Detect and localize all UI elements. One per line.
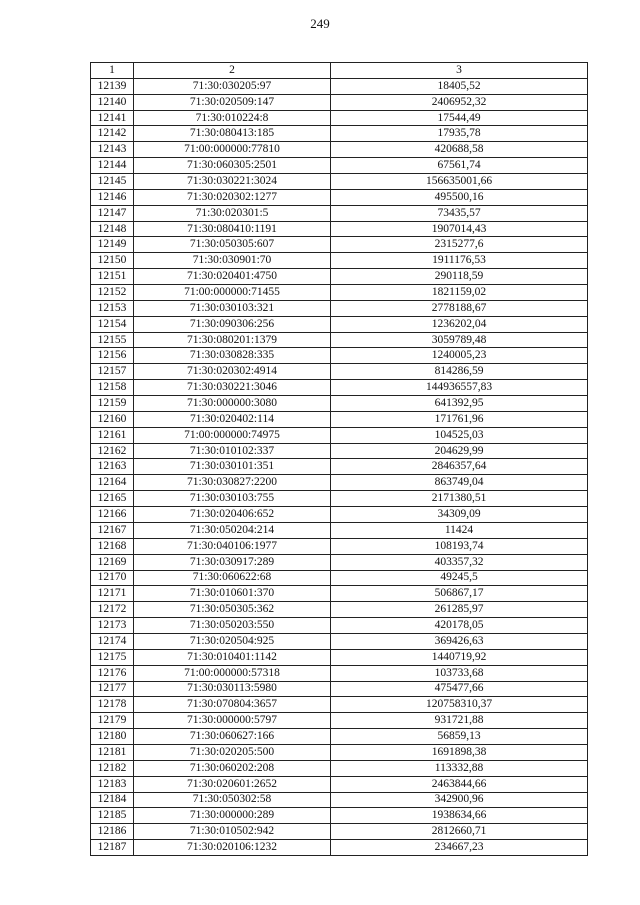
cadastral-number-cell: 71:30:080410:1191 [134, 221, 331, 237]
value-cell: 2171380,51 [331, 491, 588, 507]
table-row [91, 396, 588, 412]
value-cell: 1911176,53 [331, 253, 588, 269]
row-number-cell: 12176 [91, 665, 134, 681]
row-number-cell: 12170 [91, 570, 134, 586]
table-row [91, 269, 588, 285]
cadastral-number-cell: 71:30:050302:58 [134, 792, 331, 808]
table-row [91, 586, 588, 602]
cadastral-number-cell: 71:30:060627:166 [134, 729, 331, 745]
table-row [91, 681, 588, 697]
table-row [91, 744, 588, 760]
table-row [91, 174, 588, 190]
cadastral-number-cell: 71:30:010601:370 [134, 586, 331, 602]
value-cell: 204629,99 [331, 443, 588, 459]
row-number-cell: 12172 [91, 602, 134, 618]
table-row [91, 649, 588, 665]
cadastral-number-cell: 71:30:030827:2200 [134, 475, 331, 491]
value-cell: 1907014,43 [331, 221, 588, 237]
value-cell: 2315277,6 [331, 237, 588, 253]
row-number-cell: 12175 [91, 649, 134, 665]
row-number-cell: 12164 [91, 475, 134, 491]
table-row [91, 554, 588, 570]
table-row [91, 158, 588, 174]
row-number-cell: 12184 [91, 792, 134, 808]
row-number-cell: 12154 [91, 316, 134, 332]
value-cell: 814286,59 [331, 364, 588, 380]
row-number-cell: 12177 [91, 681, 134, 697]
cadastral-number-cell: 71:30:020509:147 [134, 94, 331, 110]
cadastral-number-cell: 71:30:040106:1977 [134, 538, 331, 554]
table-row [91, 126, 588, 142]
cadastral-number-cell: 71:30:010102:337 [134, 443, 331, 459]
value-cell: 49245,5 [331, 570, 588, 586]
value-cell: 2846357,64 [331, 459, 588, 475]
row-number-cell: 12173 [91, 618, 134, 634]
table-row [91, 713, 588, 729]
table-row [91, 522, 588, 538]
column-header-1: 1 [91, 63, 134, 79]
cadastral-number-cell: 71:30:030113:5980 [134, 681, 331, 697]
cadastral-number-cell: 71:30:030221:3024 [134, 174, 331, 190]
table-row [91, 285, 588, 301]
row-number-cell: 12157 [91, 364, 134, 380]
value-cell: 420688,58 [331, 142, 588, 158]
row-number-cell: 12150 [91, 253, 134, 269]
row-number-cell: 12145 [91, 174, 134, 190]
table-row [91, 316, 588, 332]
row-number-cell: 12178 [91, 697, 134, 713]
row-number-cell: 12174 [91, 633, 134, 649]
cadastral-number-cell: 71:30:090306:256 [134, 316, 331, 332]
data-table [90, 62, 588, 856]
cadastral-number-cell: 71:30:080201:1379 [134, 332, 331, 348]
row-number-cell: 12147 [91, 205, 134, 221]
value-cell: 342900,96 [331, 792, 588, 808]
cadastral-number-cell: 71:30:020402:114 [134, 411, 331, 427]
value-cell: 144936557,83 [331, 380, 588, 396]
value-cell: 2778188,67 [331, 300, 588, 316]
table-row [91, 142, 588, 158]
table-row [91, 697, 588, 713]
value-cell: 56859,13 [331, 729, 588, 745]
cadastral-number-cell: 71:30:050204:214 [134, 522, 331, 538]
cadastral-number-cell: 71:30:000000:3080 [134, 396, 331, 412]
row-number-cell: 12149 [91, 237, 134, 253]
table-row [91, 443, 588, 459]
table-row [91, 491, 588, 507]
value-cell: 3059789,48 [331, 332, 588, 348]
column-header-3: 3 [331, 63, 588, 79]
row-number-cell: 12152 [91, 285, 134, 301]
value-cell: 641392,95 [331, 396, 588, 412]
value-cell: 171761,96 [331, 411, 588, 427]
cadastral-number-cell: 71:30:030828:335 [134, 348, 331, 364]
cadastral-number-cell: 71:30:020302:1277 [134, 189, 331, 205]
row-number-cell: 12186 [91, 824, 134, 840]
table-row [91, 618, 588, 634]
row-number-cell: 12167 [91, 522, 134, 538]
value-cell: 18405,52 [331, 78, 588, 94]
row-number-cell: 12142 [91, 126, 134, 142]
cadastral-number-cell: 71:30:020302:4914 [134, 364, 331, 380]
row-number-cell: 12165 [91, 491, 134, 507]
column-header-2: 2 [134, 63, 331, 79]
value-cell: 17935,78 [331, 126, 588, 142]
cadastral-number-cell: 71:30:050305:607 [134, 237, 331, 253]
row-number-cell: 12166 [91, 507, 134, 523]
cadastral-number-cell: 71:30:020504:925 [134, 633, 331, 649]
table-row [91, 110, 588, 126]
value-cell: 67561,74 [331, 158, 588, 174]
table-row [91, 459, 588, 475]
row-number-cell: 12159 [91, 396, 134, 412]
value-cell: 1240005,23 [331, 348, 588, 364]
cadastral-number-cell: 71:30:030205:97 [134, 78, 331, 94]
value-cell: 2406952,32 [331, 94, 588, 110]
value-cell: 506867,17 [331, 586, 588, 602]
table-row [91, 760, 588, 776]
table-row [91, 840, 588, 856]
row-number-cell: 12179 [91, 713, 134, 729]
table-row [91, 380, 588, 396]
cadastral-number-cell: 71:30:050203:550 [134, 618, 331, 634]
value-cell: 369426,63 [331, 633, 588, 649]
row-number-cell: 12162 [91, 443, 134, 459]
table-row [91, 602, 588, 618]
value-cell: 2463844,66 [331, 776, 588, 792]
cadastral-number-cell: 71:30:010224:8 [134, 110, 331, 126]
table-row [91, 78, 588, 94]
value-cell: 103733,68 [331, 665, 588, 681]
table-body [91, 78, 588, 855]
table-header [91, 63, 588, 79]
value-cell: 2812660,71 [331, 824, 588, 840]
value-cell: 73435,57 [331, 205, 588, 221]
page-number: 249 [310, 16, 330, 31]
table-row [91, 189, 588, 205]
cadastral-number-cell: 71:30:050305:362 [134, 602, 331, 618]
row-number-cell: 12180 [91, 729, 134, 745]
value-cell: 1691898,38 [331, 744, 588, 760]
row-number-cell: 12156 [91, 348, 134, 364]
cadastral-number-cell: 71:30:020406:652 [134, 507, 331, 523]
row-number-cell: 12148 [91, 221, 134, 237]
table-row [91, 300, 588, 316]
table-row [91, 348, 588, 364]
cadastral-number-cell: 71:30:020205:500 [134, 744, 331, 760]
value-cell: 1821159,02 [331, 285, 588, 301]
row-number-cell: 12155 [91, 332, 134, 348]
row-number-cell: 12185 [91, 808, 134, 824]
row-number-cell: 12143 [91, 142, 134, 158]
value-cell: 261285,97 [331, 602, 588, 618]
value-cell: 403357,32 [331, 554, 588, 570]
cadastral-number-cell: 71:00:000000:77810 [134, 142, 331, 158]
cadastral-number-cell: 71:30:030221:3046 [134, 380, 331, 396]
cadastral-number-cell: 71:30:060622:68 [134, 570, 331, 586]
value-cell: 931721,88 [331, 713, 588, 729]
value-cell: 234667,23 [331, 840, 588, 856]
value-cell: 108193,74 [331, 538, 588, 554]
row-number-cell: 12160 [91, 411, 134, 427]
row-number-cell: 12139 [91, 78, 134, 94]
table-row [91, 237, 588, 253]
row-number-cell: 12144 [91, 158, 134, 174]
cadastral-number-cell: 71:30:030917:289 [134, 554, 331, 570]
cadastral-number-cell: 71:30:000000:5797 [134, 713, 331, 729]
row-number-cell: 12182 [91, 760, 134, 776]
value-cell: 1236202,04 [331, 316, 588, 332]
row-number-cell: 12141 [91, 110, 134, 126]
cadastral-number-cell: 71:30:030901:70 [134, 253, 331, 269]
row-number-cell: 12140 [91, 94, 134, 110]
cadastral-number-cell: 71:30:030101:351 [134, 459, 331, 475]
row-number-cell: 12168 [91, 538, 134, 554]
table-row [91, 411, 588, 427]
value-cell: 290118,59 [331, 269, 588, 285]
value-cell: 1938634,66 [331, 808, 588, 824]
row-number-cell: 12153 [91, 300, 134, 316]
table-row [91, 205, 588, 221]
cadastral-number-cell: 71:00:000000:71455 [134, 285, 331, 301]
table-row [91, 427, 588, 443]
table-row [91, 792, 588, 808]
cadastral-number-cell: 71:30:020401:4750 [134, 269, 331, 285]
cadastral-number-cell: 71:30:060305:2501 [134, 158, 331, 174]
table-row [91, 570, 588, 586]
value-cell: 17544,49 [331, 110, 588, 126]
row-number-cell: 12181 [91, 744, 134, 760]
table-row [91, 364, 588, 380]
row-number-cell: 12187 [91, 840, 134, 856]
value-cell: 120758310,37 [331, 697, 588, 713]
row-number-cell: 12146 [91, 189, 134, 205]
table-row [91, 776, 588, 792]
table-row [91, 538, 588, 554]
cadastral-number-cell: 71:00:000000:57318 [134, 665, 331, 681]
row-number-cell: 12161 [91, 427, 134, 443]
table-row [91, 253, 588, 269]
header-row [91, 63, 588, 79]
cadastral-number-cell: 71:30:020106:1232 [134, 840, 331, 856]
table-row [91, 507, 588, 523]
cadastral-number-cell: 71:30:080413:185 [134, 126, 331, 142]
table-row [91, 332, 588, 348]
table-row [91, 221, 588, 237]
table-row [91, 633, 588, 649]
cadastral-number-cell: 71:30:070804:3657 [134, 697, 331, 713]
cadastral-number-cell: 71:30:020301:5 [134, 205, 331, 221]
table-row [91, 808, 588, 824]
cadastral-number-cell: 71:00:000000:74975 [134, 427, 331, 443]
cadastral-number-cell: 71:30:010401:1142 [134, 649, 331, 665]
cadastral-number-cell: 71:30:060202:208 [134, 760, 331, 776]
table-row [91, 824, 588, 840]
cadastral-number-cell: 71:30:030103:321 [134, 300, 331, 316]
row-number-cell: 12171 [91, 586, 134, 602]
row-number-cell: 12158 [91, 380, 134, 396]
table-row [91, 729, 588, 745]
row-number-cell: 12169 [91, 554, 134, 570]
cadastral-number-cell: 71:30:030103:755 [134, 491, 331, 507]
value-cell: 113332,88 [331, 760, 588, 776]
table-row [91, 94, 588, 110]
value-cell: 104525,03 [331, 427, 588, 443]
table-row [91, 665, 588, 681]
value-cell: 156635001,66 [331, 174, 588, 190]
row-number-cell: 12151 [91, 269, 134, 285]
value-cell: 495500,16 [331, 189, 588, 205]
value-cell: 420178,05 [331, 618, 588, 634]
value-cell: 34309,09 [331, 507, 588, 523]
cadastral-number-cell: 71:30:010502:942 [134, 824, 331, 840]
row-number-cell: 12163 [91, 459, 134, 475]
cadastral-number-cell: 71:30:000000:289 [134, 808, 331, 824]
value-cell: 863749,04 [331, 475, 588, 491]
value-cell: 475477,66 [331, 681, 588, 697]
cadastral-number-cell: 71:30:020601:2652 [134, 776, 331, 792]
table-row [91, 475, 588, 491]
value-cell: 11424 [331, 522, 588, 538]
value-cell: 1440719,92 [331, 649, 588, 665]
row-number-cell: 12183 [91, 776, 134, 792]
